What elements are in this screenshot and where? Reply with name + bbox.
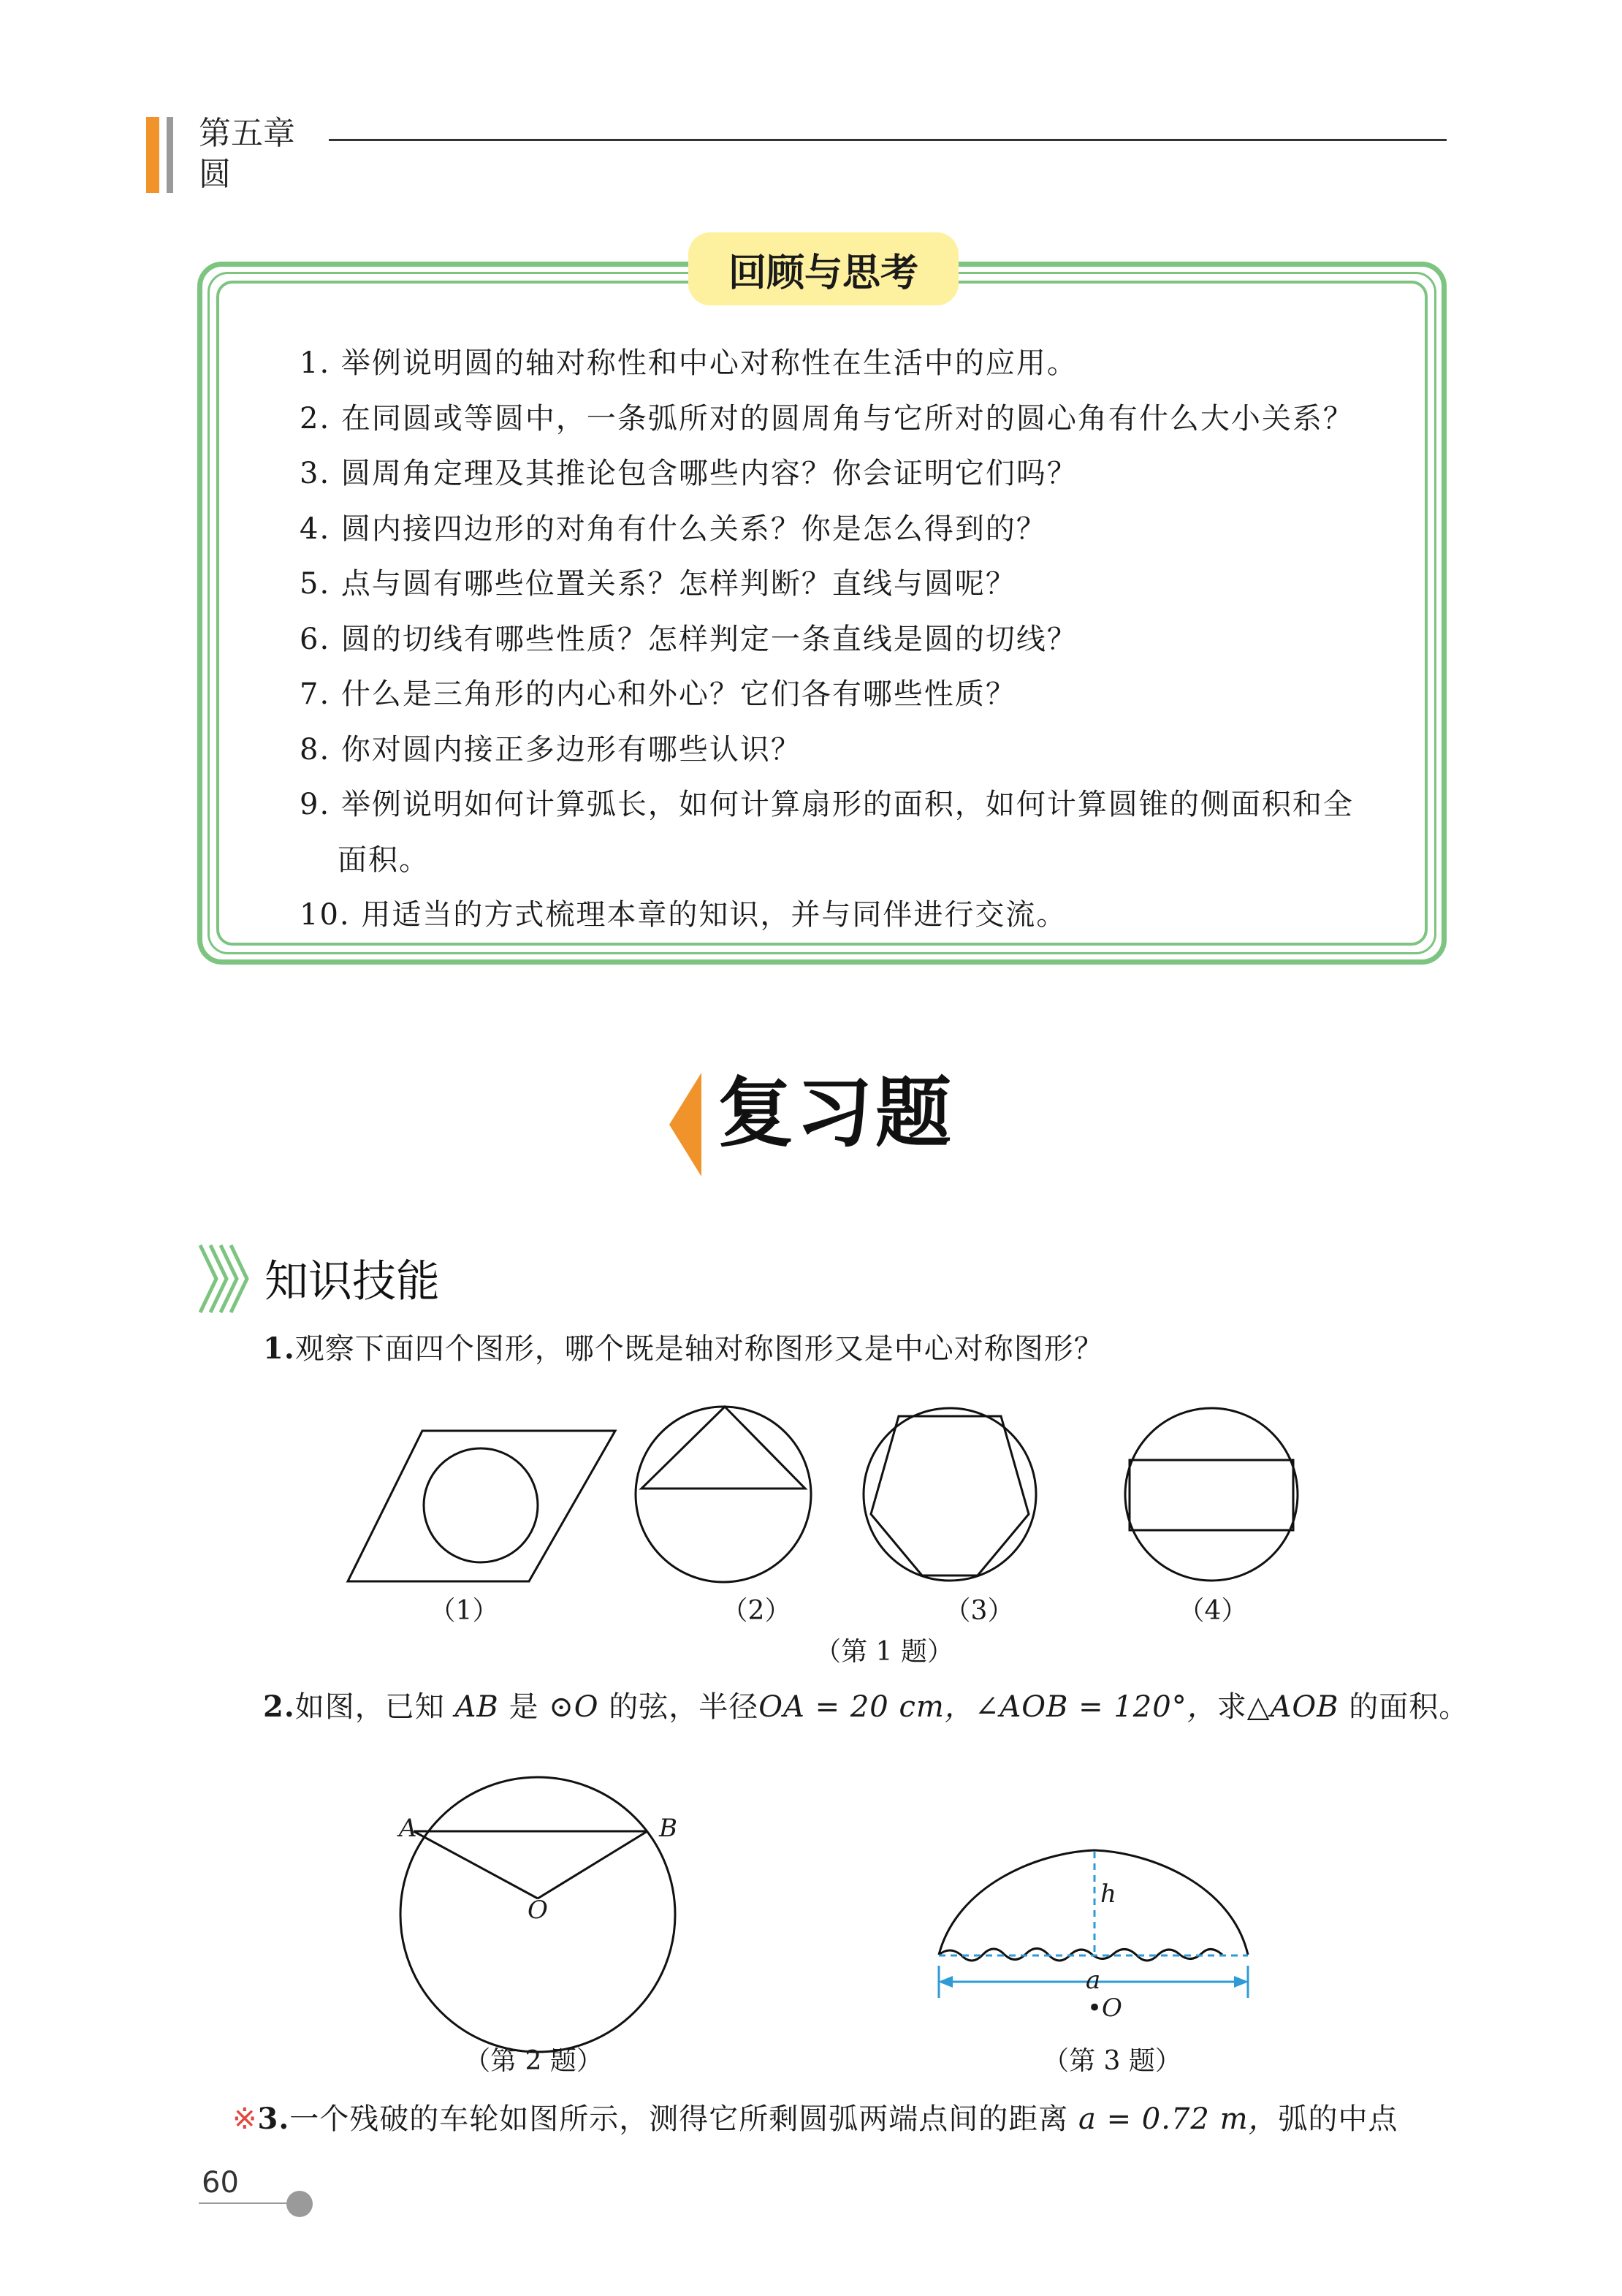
page-dot-icon [286,2191,313,2217]
review-question-3: 3. 圆周角定理及其推论包含哪些内容？你会证明它们吗？ [300,457,1078,490]
header-orange-bar [146,117,159,193]
figure-2-circle [636,1407,811,1582]
review-question-list [300,336,1410,943]
review-question-8: 8. 你对圆内接正多边形有哪些认识？ [300,732,802,767]
review-question-4: 4. 圆内接四边形的对角有什么关系？你是怎么得到的？ [300,512,1047,546]
problem-1-number: 1. [263,1331,295,1366]
review-question-6: 6. 圆的切线有哪些性质？怎样判定一条直线是圆的切线？ [300,622,1078,656]
problem-2-figure [395,1768,701,2061]
figure-2-label: （2） [721,1596,791,1626]
page-number-rule [199,2202,286,2204]
review-question-9: 9. 举例说明如何计算弧长，如何计算扇形的面积，如何计算圆锥的侧面积和全 [300,788,1354,821]
problem-1-text: 观察下面四个图形，哪个既是轴对称图形又是中心对称图形？ [294,1332,1104,1366]
header-rule [329,139,1447,141]
figure-3-trapezoid [871,1416,1029,1575]
figure-4-label: （4） [1178,1596,1248,1626]
point-b-label: B [659,1814,677,1843]
subsection-chevron-icon [197,1242,259,1315]
figure-1-circle [424,1448,538,1562]
review-box-title: 回顾与思考 [688,232,959,305]
figure-3-label: （3） [944,1596,1014,1626]
review-question-5: 5. 点与圆有哪些位置关系？怎样判断？直线与圆呢？ [300,567,1016,601]
page-number: 60 [202,2166,239,2200]
point-o-label: O [528,1896,548,1925]
point-a-label: A [399,1814,417,1843]
figure-3-circle [864,1408,1036,1581]
width-arrow-right-head [1234,1976,1249,1988]
problem-1 [263,1328,1104,1369]
label-o-center: •O [1087,1993,1122,2023]
review-question-7: 7. 什么是三角形的内心和外心？它们各有哪些性质？ [300,677,1016,711]
section-title: 复习题 [717,1068,955,1157]
width-arrow-left-head [938,1976,953,1988]
figure-4-rectangle [1130,1460,1293,1530]
problem-1-figures [336,1403,1315,1593]
problem-2-caption: （第 2 题） [464,2046,603,2076]
challenge-mark: ※ [232,2102,258,2136]
label-a: a [1086,1966,1101,1995]
figure-4-circle [1125,1408,1298,1581]
figure-2-triangle [641,1407,805,1489]
chapter-subject: 圆 [199,156,231,193]
review-question-2: 2. 在同圆或等圆中，一条弧所对的圆周角与它所对的圆心角有什么大小关系？ [300,401,1354,436]
radius-ob [538,1831,647,1898]
header-gray-bar [167,117,173,193]
section-arrow-icon [669,1073,707,1176]
problem-2: 2.如图，已知 AB 是 ⊙O 的弦，半径OA = 20 cm，∠AOB = 120°，求△AOB 的面积。 [263,1689,1469,1724]
problem-3-caption: （第 3 题） [1043,2046,1181,2076]
review-question-1: 1. 举例说明圆的轴对称性和中心对称性在生活中的应用。 [300,346,1078,380]
figure-1-label: （1） [429,1596,499,1626]
label-h: h [1100,1879,1116,1909]
review-question-10: 10. 用适当的方式梳理本章的知识，并与同伴进行交流。 [300,898,1067,932]
problem-1-caption: （第 1 题） [815,1637,953,1667]
chapter-label: 第五章 [199,115,295,152]
subsection-title: 知识技能 [264,1256,440,1307]
review-question-9-cont: 面积。 [338,843,430,877]
figure-1-parallelogram [348,1431,615,1581]
problem-3: ※3.一个残破的车轮如图所示，测得它所剩圆弧两端点间的距离 a = 0.72 m，弧的中点 [232,2102,1398,2136]
radius-oa [414,1831,538,1898]
